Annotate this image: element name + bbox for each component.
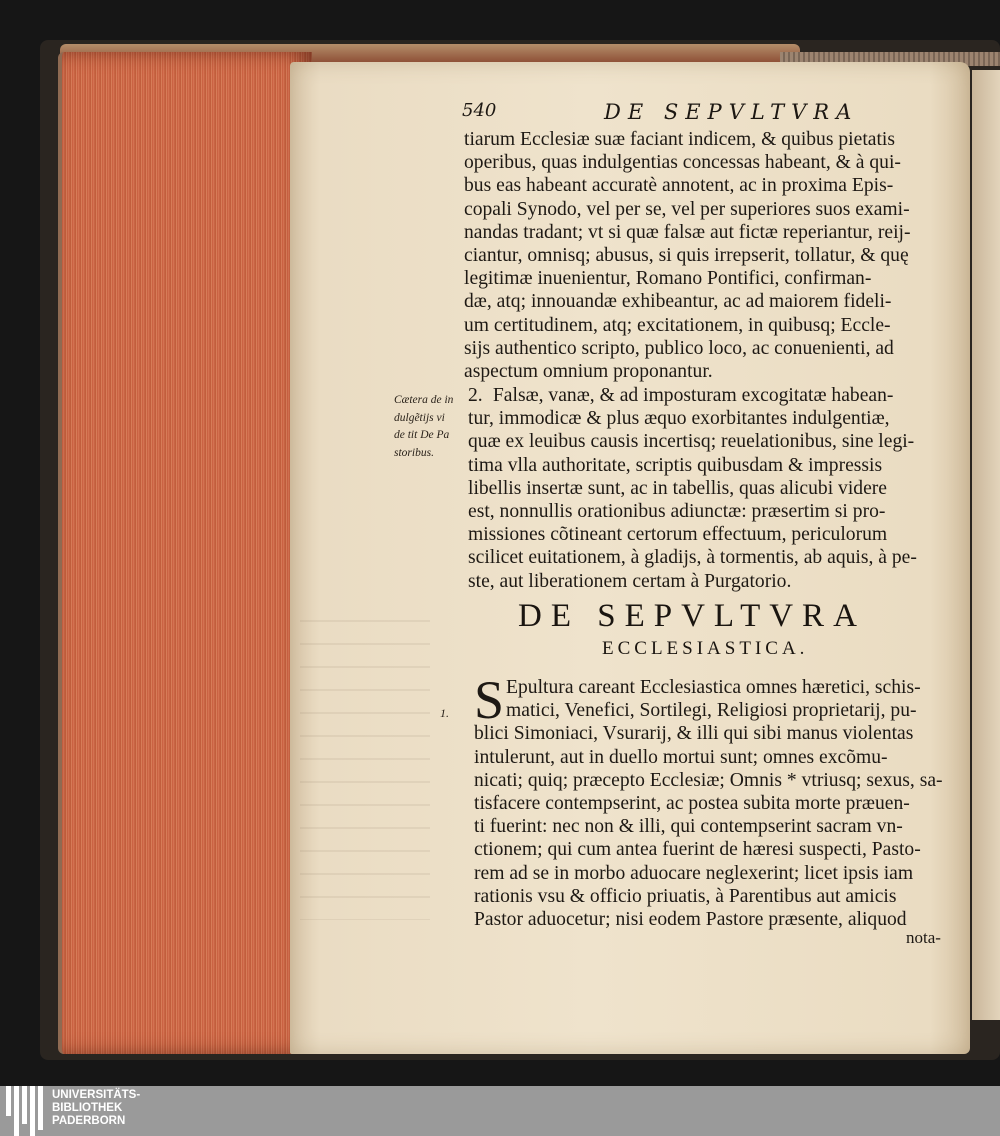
book-fore-edge <box>58 52 312 1054</box>
text-line: Pastor aduocetur; nisi eodem Pastore præsente, aliquod <box>474 908 907 930</box>
text-line: rationis vsu & officio priuatis, à Parentibus aut amicis <box>474 885 897 907</box>
margin-number: 1. <box>440 706 449 720</box>
text-line: um certitudinem, atq; excitationem, in quibusq; Eccle- <box>464 314 891 336</box>
text-line: ste, aut liberationem certam à Purgatorio. <box>468 570 792 592</box>
text-line: matici, Venefici, Sortilegi, Religiosi proprietarij, pu- <box>506 700 917 722</box>
library-logo-text <box>52 1089 140 1128</box>
text-line: blici Simoniaci, Vsurarij, & illi qui sibi manus violentas <box>474 723 914 745</box>
text-line: dæ, atq; innouandæ exhibeantur, ac ad maiorem fideli- <box>464 291 892 313</box>
running-head: DE SEPVLTVRA <box>604 100 859 124</box>
text-line: missiones cõtineant certorum effectuum, periculorum <box>468 524 888 546</box>
text-line: rem ad se in morbo aduocare neglexerint; licet ipsis iam <box>474 862 914 884</box>
margin-note-line: storibus. <box>394 446 434 459</box>
margin-note <box>394 392 462 462</box>
text-line: ciantur, omnisq; abusus, si quis irrepserit, tollatur, & quę <box>464 244 909 266</box>
text-line: bus eas habeant accuratè annotent, ac in proxima Epis- <box>464 175 894 197</box>
text-line: nandas tradant; vt si quæ falsæ aut fictæ reperiantur, reij- <box>464 221 911 243</box>
text-line: est, nonnullis orationibus adiunctæ: præsertim si pro- <box>468 500 886 522</box>
margin-note-line: Cætera de in <box>394 394 454 406</box>
footer-bar <box>0 1086 1000 1136</box>
text-line: legitimæ inuenientur, Romano Pontifici, confirman- <box>464 268 872 290</box>
logo-line: BIBLIOTHEK <box>52 1102 123 1114</box>
text-line: sijs authentico scripto, publico loco, ac conuenienti, ad <box>464 337 894 359</box>
paragraph-3 <box>474 670 974 931</box>
text-line: operibus, quas indulgentias concessas habeant, & à qui- <box>464 152 901 174</box>
page-number: 540 <box>462 100 497 121</box>
text-line: scilicet euitationem, à gladijs, à tormentis, ab aquis, à pe- <box>468 547 917 569</box>
library-logo-icon <box>6 1086 48 1136</box>
paragraph-1 <box>464 128 964 383</box>
text-line: copali Synodo, vel per se, vel per superiores suos exami- <box>464 198 910 220</box>
paragraph-number: 2. <box>468 385 483 406</box>
margin-note-line: dulgẽtijs vi <box>394 411 445 424</box>
paragraph-2 <box>468 384 968 593</box>
text-line: aspectum omnium proponantur. <box>464 360 713 382</box>
text-line-content: Falsæ, vanæ, & ad imposturam excogitatæ habean- <box>492 385 894 406</box>
catchword: nota- <box>906 928 941 947</box>
text-line: ti fuerint: nec non & illi, qui contempserint sacram vn- <box>474 816 903 838</box>
text-line: libellis insertæ sunt, ac in tabellis, quas alicubi videre <box>468 477 887 499</box>
section-subtitle: ECCLESIASTICA. <box>602 638 809 659</box>
text-line: tisfacere contempserint, ac postea subita morte præuen- <box>474 792 910 814</box>
text-line: ctionem; qui cum antea fuerint de hæresi suspecti, Pasto- <box>474 839 921 861</box>
facing-page-edge <box>972 70 1000 1020</box>
logo-line: UNIVERSITÄTS- <box>52 1089 141 1101</box>
text-line: intulerunt, aut in duello mortui sunt; omnes excõmu- <box>474 746 888 768</box>
text-line: quæ ex leuibus causis incertisq; reuelationibus, sine legi- <box>468 431 915 453</box>
text-line: tima vlla authoritate, scriptis quibusdam & impressis <box>468 454 883 476</box>
text-line: nicati; quiq; præcepto Ecclesiæ; Omnis * vtriusq; sexus, sa- <box>474 769 943 791</box>
margin-note-line: de tit De Pa <box>394 429 450 441</box>
text-line: tur, immodicæ & plus æquo exorbitantes indulgentiæ, <box>468 408 890 430</box>
drop-cap: S <box>474 670 505 730</box>
text-line <box>468 384 968 407</box>
show-through-texture <box>300 620 430 920</box>
text-line: Epultura careant Ecclesiastica omnes hæretici, schis- <box>506 677 921 698</box>
logo-line: PADERBORN <box>52 1115 126 1127</box>
text-line: tiarum Ecclesiæ suæ faciant indicem, & quibus pietatis <box>464 129 895 150</box>
section-title: DE SEPVLTVRA <box>518 598 866 634</box>
